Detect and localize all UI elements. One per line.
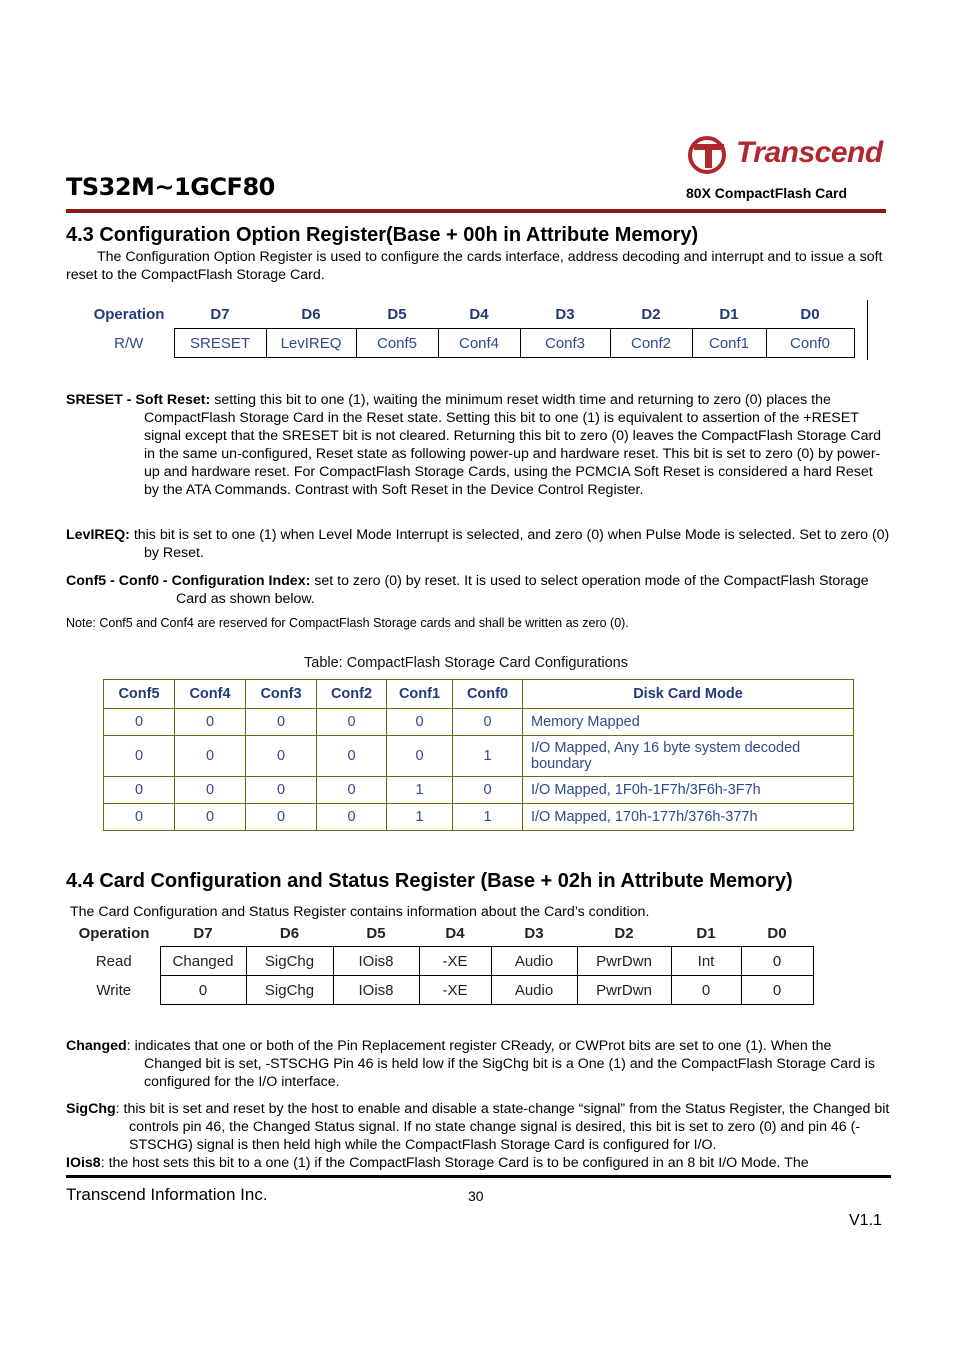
mode-cell: I/O Mapped, 1F0h-1F7h/3F6h-3F7h — [523, 777, 854, 804]
bit-cell: 0 — [671, 976, 741, 1005]
conf-index-definition — [66, 572, 890, 608]
section-4-3-intro: The Configuration Option Register is used to configure the cards interface, address decoding and interrupt and to issue a soft reset to the CompactFlash Storage Card. — [66, 249, 883, 283]
table-cell: 0 — [317, 736, 387, 777]
definition-text: this bit is set to one (1) when Level Mode Interrupt is selected, and zero (0) when Pulse Mode is selected. Set to zero (0) by Reset. — [133, 527, 890, 561]
header-cell: Conf3 — [246, 680, 317, 709]
table-cell: 1 — [387, 804, 453, 831]
bit-cell: Conf1 — [692, 329, 766, 358]
header-cell: Conf1 — [387, 680, 453, 709]
iois8-definition — [66, 1154, 890, 1172]
table-cell: 0 — [453, 777, 523, 804]
footer-divider — [66, 1175, 891, 1178]
bit-cell: SigChg — [246, 947, 333, 976]
header-cell: D7 — [193, 924, 213, 942]
header-cell: D3 — [555, 305, 575, 323]
table-cell: 0 — [317, 709, 387, 736]
header-cell: D5 — [387, 305, 407, 323]
section-4-3-title: 4.3 Configuration Option Register(Base + 00h in Attribute Memory) — [66, 224, 699, 246]
table-row — [104, 804, 854, 831]
register-header-row — [84, 300, 854, 329]
bit-cell: SigChg — [246, 976, 333, 1005]
page-number: 30 — [468, 1188, 484, 1204]
register-read-row — [68, 947, 813, 976]
header-cell: Conf0 — [453, 680, 523, 709]
operation-cell: Write — [96, 981, 132, 999]
bit-cell: Int — [671, 947, 741, 976]
table-cell: 0 — [246, 804, 317, 831]
header-cell: D0 — [800, 305, 820, 323]
bit-cell: Audio — [491, 947, 577, 976]
header-cell: Conf5 — [104, 680, 175, 709]
table-cell: 0 — [104, 736, 175, 777]
table-cell: 0 — [453, 709, 523, 736]
header-cell: D1 — [719, 305, 739, 323]
document-title: TS32M~1GCF80 — [66, 173, 275, 201]
definition-text: : the host sets this bit to a one (1) if the CompactFlash Storage Card is to be configured in an 8 bit I/O Mode. The — [100, 1155, 809, 1171]
table-cell: 0 — [175, 709, 246, 736]
config-table-caption: Table: CompactFlash Storage Card Configurations — [304, 655, 628, 671]
document-subtitle: 80X CompactFlash Card — [686, 185, 848, 201]
header-cell: Operation — [78, 924, 150, 942]
header-cell: D5 — [366, 924, 386, 942]
register-value-row — [84, 329, 854, 358]
header-cell: Operation — [93, 305, 165, 323]
bit-cell: PwrDwn — [577, 976, 671, 1005]
levireq-definition — [66, 526, 890, 562]
brand-logo — [686, 134, 882, 176]
table-cell: 0 — [246, 736, 317, 777]
header-cell: D1 — [696, 924, 716, 942]
table-row — [104, 777, 854, 804]
sigchg-definition — [66, 1100, 890, 1154]
definition-term: SRESET - Soft Reset: — [66, 392, 211, 408]
register-write-row — [68, 976, 813, 1005]
table-row — [104, 736, 854, 777]
header-cell: D2 — [641, 305, 661, 323]
header-cell: D0 — [767, 924, 787, 942]
register-header-row — [68, 920, 813, 947]
bit-cell: Conf3 — [520, 329, 610, 358]
table-cell: 0 — [175, 736, 246, 777]
definition-term: SigChg — [66, 1101, 116, 1117]
mode-cell: I/O Mapped, 170h-177h/376h-377h — [523, 804, 854, 831]
bit-cell: 0 — [160, 976, 246, 1005]
definition-text: set to zero (0) by reset. It is used to select operation mode of the CompactFlash Storage Card as shown below. — [176, 573, 869, 607]
bit-cell: 0 — [741, 976, 813, 1005]
card-configurations-table — [103, 679, 854, 831]
header-cell: D7 — [210, 305, 230, 323]
header-cell: D3 — [524, 924, 544, 942]
operation-cell: R/W — [114, 334, 144, 352]
table-cell: 0 — [387, 709, 453, 736]
mode-cell: I/O Mapped, Any 16 byte system decoded boundary — [523, 736, 854, 777]
header-cell: D6 — [301, 305, 321, 323]
table-cell: 0 — [317, 804, 387, 831]
definition-term: Conf5 - Conf0 - Configuration Index: — [66, 573, 311, 589]
table-cell: 1 — [387, 777, 453, 804]
bit-cell: LevIREQ — [266, 329, 356, 358]
header-cell: D4 — [469, 305, 489, 323]
section-4-4-intro: The Card Configuration and Status Register contains information about the Card’s condition. — [70, 904, 650, 920]
bit-cell: IOis8 — [333, 976, 419, 1005]
config-option-register-table — [84, 300, 855, 358]
definition-term: IOis8 — [66, 1155, 101, 1171]
bit-cell: Conf2 — [610, 329, 692, 358]
header-divider — [66, 209, 886, 213]
definition-text: : indicates that one or both of the Pin Replacement register CReady, or CWProt bits are set to one (1). When the Changed bit is set, -STSCHG Pin 46 is held low if the SigChg bit is a One (1) and the CompactFlash Storage Card is configured for the I/O interface. — [126, 1038, 876, 1090]
definition-term: LevIREQ: — [66, 527, 130, 543]
table-cell: 0 — [104, 709, 175, 736]
table-cell: 1 — [453, 736, 523, 777]
footer-company: Transcend Information Inc. — [66, 1185, 268, 1204]
header-cell: D4 — [445, 924, 465, 942]
table-edge-line — [867, 300, 868, 360]
config-status-register-table — [68, 920, 814, 1005]
definition-term: Changed — [66, 1038, 127, 1054]
bit-cell: Conf4 — [438, 329, 520, 358]
definition-text: : this bit is set and reset by the host to enable and disable a state-change “signal” from the Status Register, the Changed bit controls pin 46, the Changed Status signal. If no state change signal is desired, this bit is set to zero (0) and pin 46 (-STSCHG) signal is then held high while the CompactFlash Storage Card is configured for I/O. — [115, 1101, 890, 1153]
table-cell: 0 — [317, 777, 387, 804]
bit-cell: -XE — [419, 947, 491, 976]
header-cell: Disk Card Mode — [523, 680, 854, 709]
header-cell: D6 — [279, 924, 300, 942]
document-version: V1.1 — [849, 1212, 882, 1229]
changed-definition — [66, 1037, 890, 1091]
transcend-logo-icon — [686, 134, 732, 176]
header-cell: Conf2 — [317, 680, 387, 709]
bit-cell: IOis8 — [333, 947, 419, 976]
bit-cell: Audio — [491, 976, 577, 1005]
operation-cell: Read — [95, 952, 132, 970]
section-4-4-title: 4.4 Card Configuration and Status Register (Base + 02h in Attribute Memory) — [66, 870, 793, 892]
table-cell: 0 — [104, 777, 175, 804]
bit-cell: -XE — [419, 976, 491, 1005]
header-cell: D2 — [614, 924, 634, 942]
table-cell: 0 — [387, 736, 453, 777]
bit-cell: Conf0 — [766, 329, 854, 358]
bit-cell: 0 — [741, 947, 813, 976]
mode-cell: Memory Mapped — [523, 709, 854, 736]
table-cell: 1 — [453, 804, 523, 831]
sreset-definition — [66, 391, 890, 499]
table-cell: 0 — [104, 804, 175, 831]
table-row — [104, 709, 854, 736]
reserved-note: Note: Conf5 and Conf4 are reserved for CompactFlash Storage cards and shall be written as zero (0). — [66, 616, 629, 630]
bit-cell: PwrDwn — [577, 947, 671, 976]
table-cell: 0 — [246, 777, 317, 804]
header-cell: Conf4 — [175, 680, 246, 709]
table-cell: 0 — [175, 804, 246, 831]
definition-text: setting this bit to one (1), waiting the minimum reset width time and returning to zero (0) places the CompactFlash Storage Card in the Reset state. Setting this bit to one (1) is equivalent to assertion of the +RESET signal except that the SRESET bit is not cleared. Returning this bit to zero (0) leaves the CompactFlash Storage Card in the same un-configured, Reset state as following power-up and hardware reset. This bit is set to zero (0) by power-up and hardware reset. For CompactFlash Storage Cards, using the PCMCIA Soft Reset is considered a hard Reset by the ATA Commands. Contrast with Soft Reset in the Device Control Register. — [144, 392, 882, 498]
brand-name: Transcend — [736, 136, 883, 169]
bit-cell: Changed — [160, 947, 246, 976]
bit-cell: SRESET — [174, 329, 266, 358]
bit-cell: Conf5 — [356, 329, 438, 358]
table-cell: 0 — [246, 709, 317, 736]
table-header-row — [104, 680, 854, 709]
table-cell: 0 — [175, 777, 246, 804]
